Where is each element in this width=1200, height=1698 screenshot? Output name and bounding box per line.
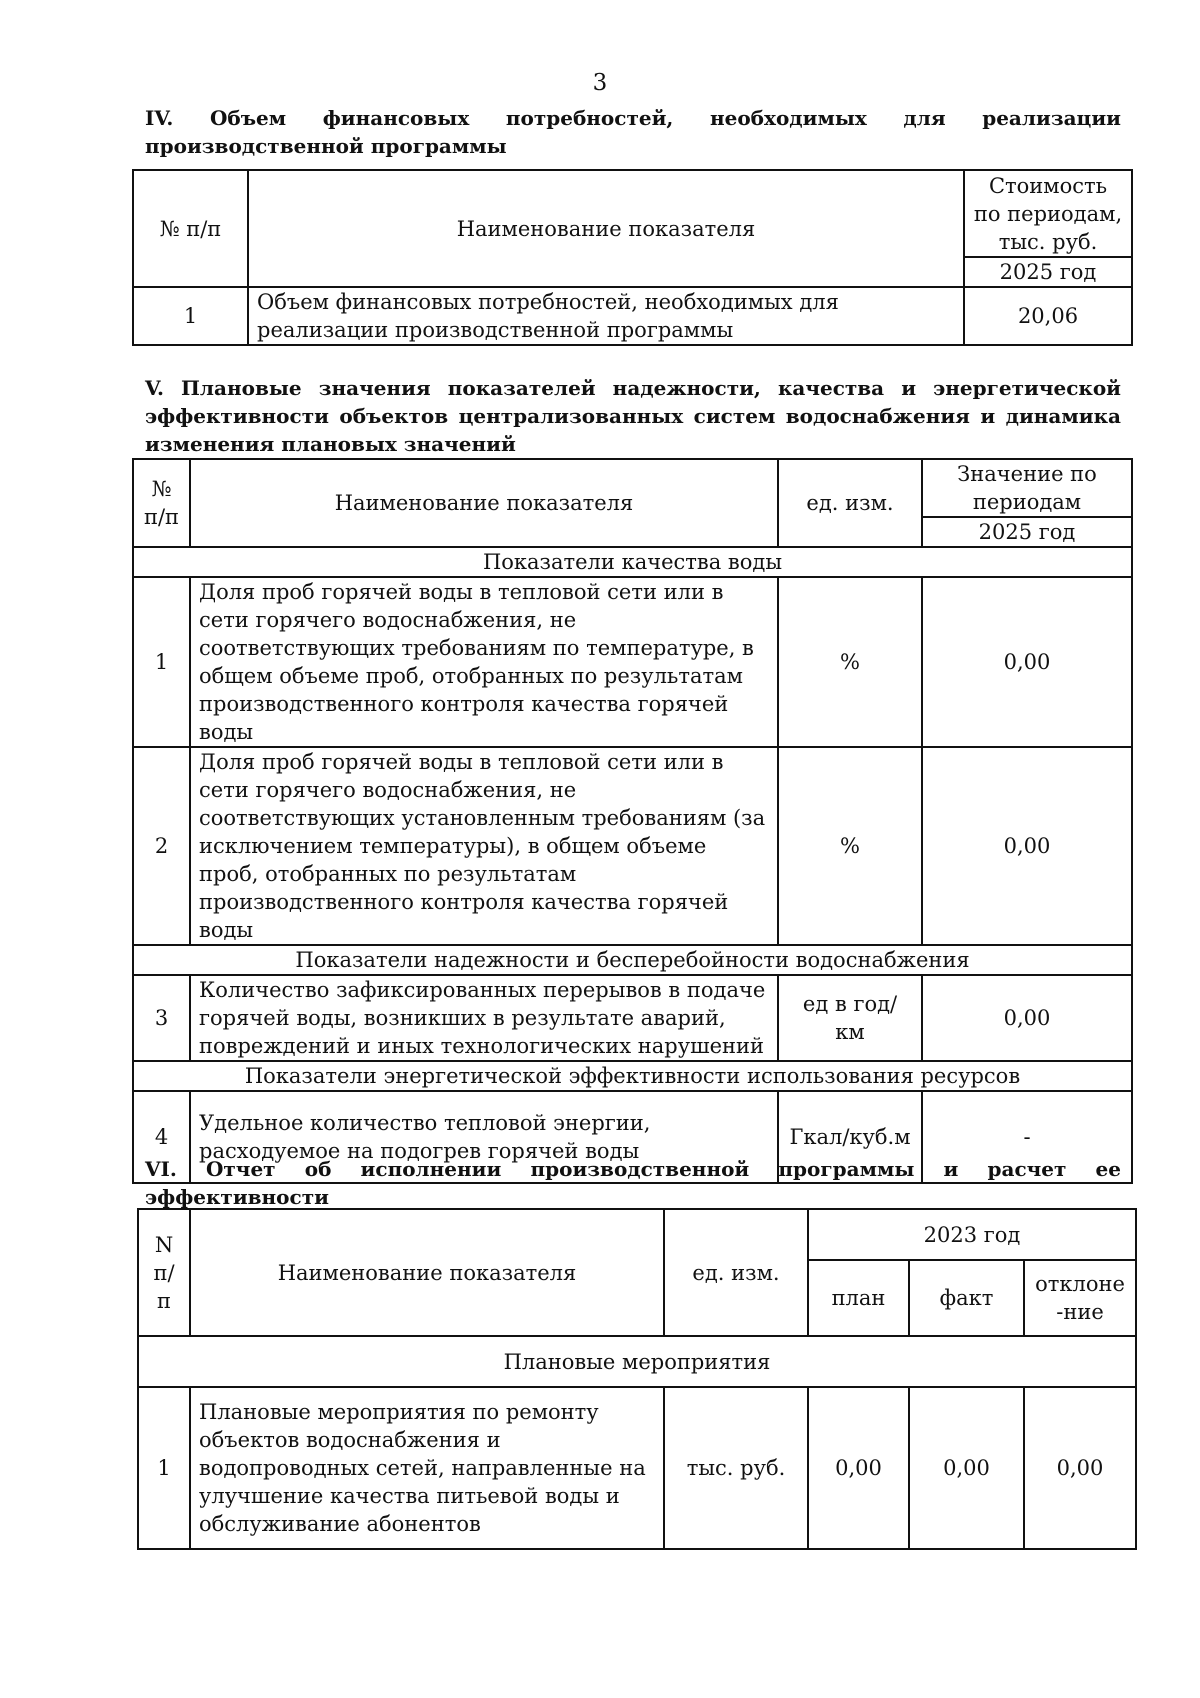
s6-header-plan: план	[808, 1260, 909, 1336]
page-number: 3	[592, 70, 608, 96]
s5-row2-unit: %	[778, 747, 922, 945]
s5-header-num: № п/п	[133, 459, 190, 547]
section6-table	[137, 1208, 1137, 1550]
s6-row1-fact: 0,00	[909, 1387, 1024, 1549]
table-row	[133, 577, 1132, 747]
s4-header-num: № п/п	[133, 170, 248, 287]
s5-row2-value: 0,00	[922, 747, 1132, 945]
s5-row4-num: 4	[133, 1091, 190, 1183]
s6-header-deviation: отклоне-ние	[1024, 1260, 1136, 1336]
table-row	[138, 1387, 1136, 1549]
s5-row1-unit: %	[778, 577, 922, 747]
s5-row2-name: Доля проб горячей воды в тепловой сети или в сети горячего водоснабжения, не соответствующих установленным требованиям (за исключением температуры), в общем объеме проб, отобранных по результатам производственного контроля качества горячей воды	[190, 747, 778, 945]
s6-header-unit: ед. изм.	[664, 1209, 808, 1336]
s6-row1-deviation: 0,00	[1024, 1387, 1136, 1549]
s5-header-year: 2025 год	[922, 517, 1132, 547]
s5-row2-num: 2	[133, 747, 190, 945]
section5-table	[132, 458, 1133, 1184]
section4-title: IV. Объем финансовых потребностей, необходимых для реализации производственной программы	[145, 106, 1121, 158]
s6-row1-name: Плановые мероприятия по ремонту объектов водоснабжения и водопроводных сетей, направленные на улучшение качества питьевой воды и обслуживание абонентов	[190, 1387, 664, 1549]
s5-row3-name: Количество зафиксированных перерывов в подаче горячей воды, возникших в результате аварий, повреждений и иных технологических нарушений	[190, 975, 778, 1061]
s5-row4-value: -	[922, 1091, 1132, 1183]
s4-row1-value: 20,06	[964, 287, 1132, 345]
s6-header-fact: факт	[909, 1260, 1024, 1336]
s4-row1-num: 1	[133, 287, 248, 345]
s6-group-planned: Плановые мероприятия	[138, 1336, 1136, 1387]
s6-header-year: 2023 год	[808, 1209, 1136, 1260]
s5-group-quality: Показатели качества воды	[133, 547, 1132, 577]
s5-row4-name: Удельное количество тепловой энергии, расходуемое на подогрев горячей воды	[190, 1091, 778, 1183]
s4-header-name: Наименование показателя	[248, 170, 964, 287]
s5-row1-name: Доля проб горячей воды в тепловой сети или в сети горячего водоснабжения, не соответствующих требованиям по температуре, в общем объеме проб, отобранных по результатам производственного контроля качества горячей воды	[190, 577, 778, 747]
table-row	[133, 287, 1132, 345]
s6-header-num: N п/п	[138, 1209, 190, 1336]
s6-row1-plan: 0,00	[808, 1387, 909, 1549]
s5-row3-value: 0,00	[922, 975, 1132, 1061]
section5-title: V. Плановые значения показателей надежности, качества и энергетической эффективности объектов централизованных систем водоснабжения и динамика изменения плановых значений	[145, 376, 1121, 456]
s5-header-unit: ед. изм.	[778, 459, 922, 547]
s6-row1-unit: тыс. руб.	[664, 1387, 808, 1549]
s4-header-year: 2025 год	[964, 257, 1132, 287]
s6-row1-num: 1	[138, 1387, 190, 1549]
s4-row1-name: Объем финансовых потребностей, необходимых для реализации производственной программы	[248, 287, 964, 345]
s5-row4-unit: Гкал/куб.м	[778, 1091, 922, 1183]
s4-header-cost: Стоимость по периодам, тыс. руб.	[964, 170, 1132, 257]
s5-group-reliability: Показатели надежности и бесперебойности водоснабжения	[133, 945, 1132, 975]
s5-row1-num: 1	[133, 577, 190, 747]
table-row	[133, 747, 1132, 945]
s6-header-name: Наименование показателя	[190, 1209, 664, 1336]
section6-title: VI. Отчет об исполнении производственной программы и расчет ее эффективности	[145, 1157, 1121, 1209]
s5-header-value: Значение по периодам	[922, 459, 1132, 517]
s5-header-name: Наименование показателя	[190, 459, 778, 547]
s5-row3-num: 3	[133, 975, 190, 1061]
s5-row3-unit: ед в год/ км	[778, 975, 922, 1061]
section4-table	[132, 169, 1133, 346]
table-row	[133, 975, 1132, 1061]
s5-row1-value: 0,00	[922, 577, 1132, 747]
s5-group-energy: Показатели энергетической эффективности использования ресурсов	[133, 1061, 1132, 1091]
